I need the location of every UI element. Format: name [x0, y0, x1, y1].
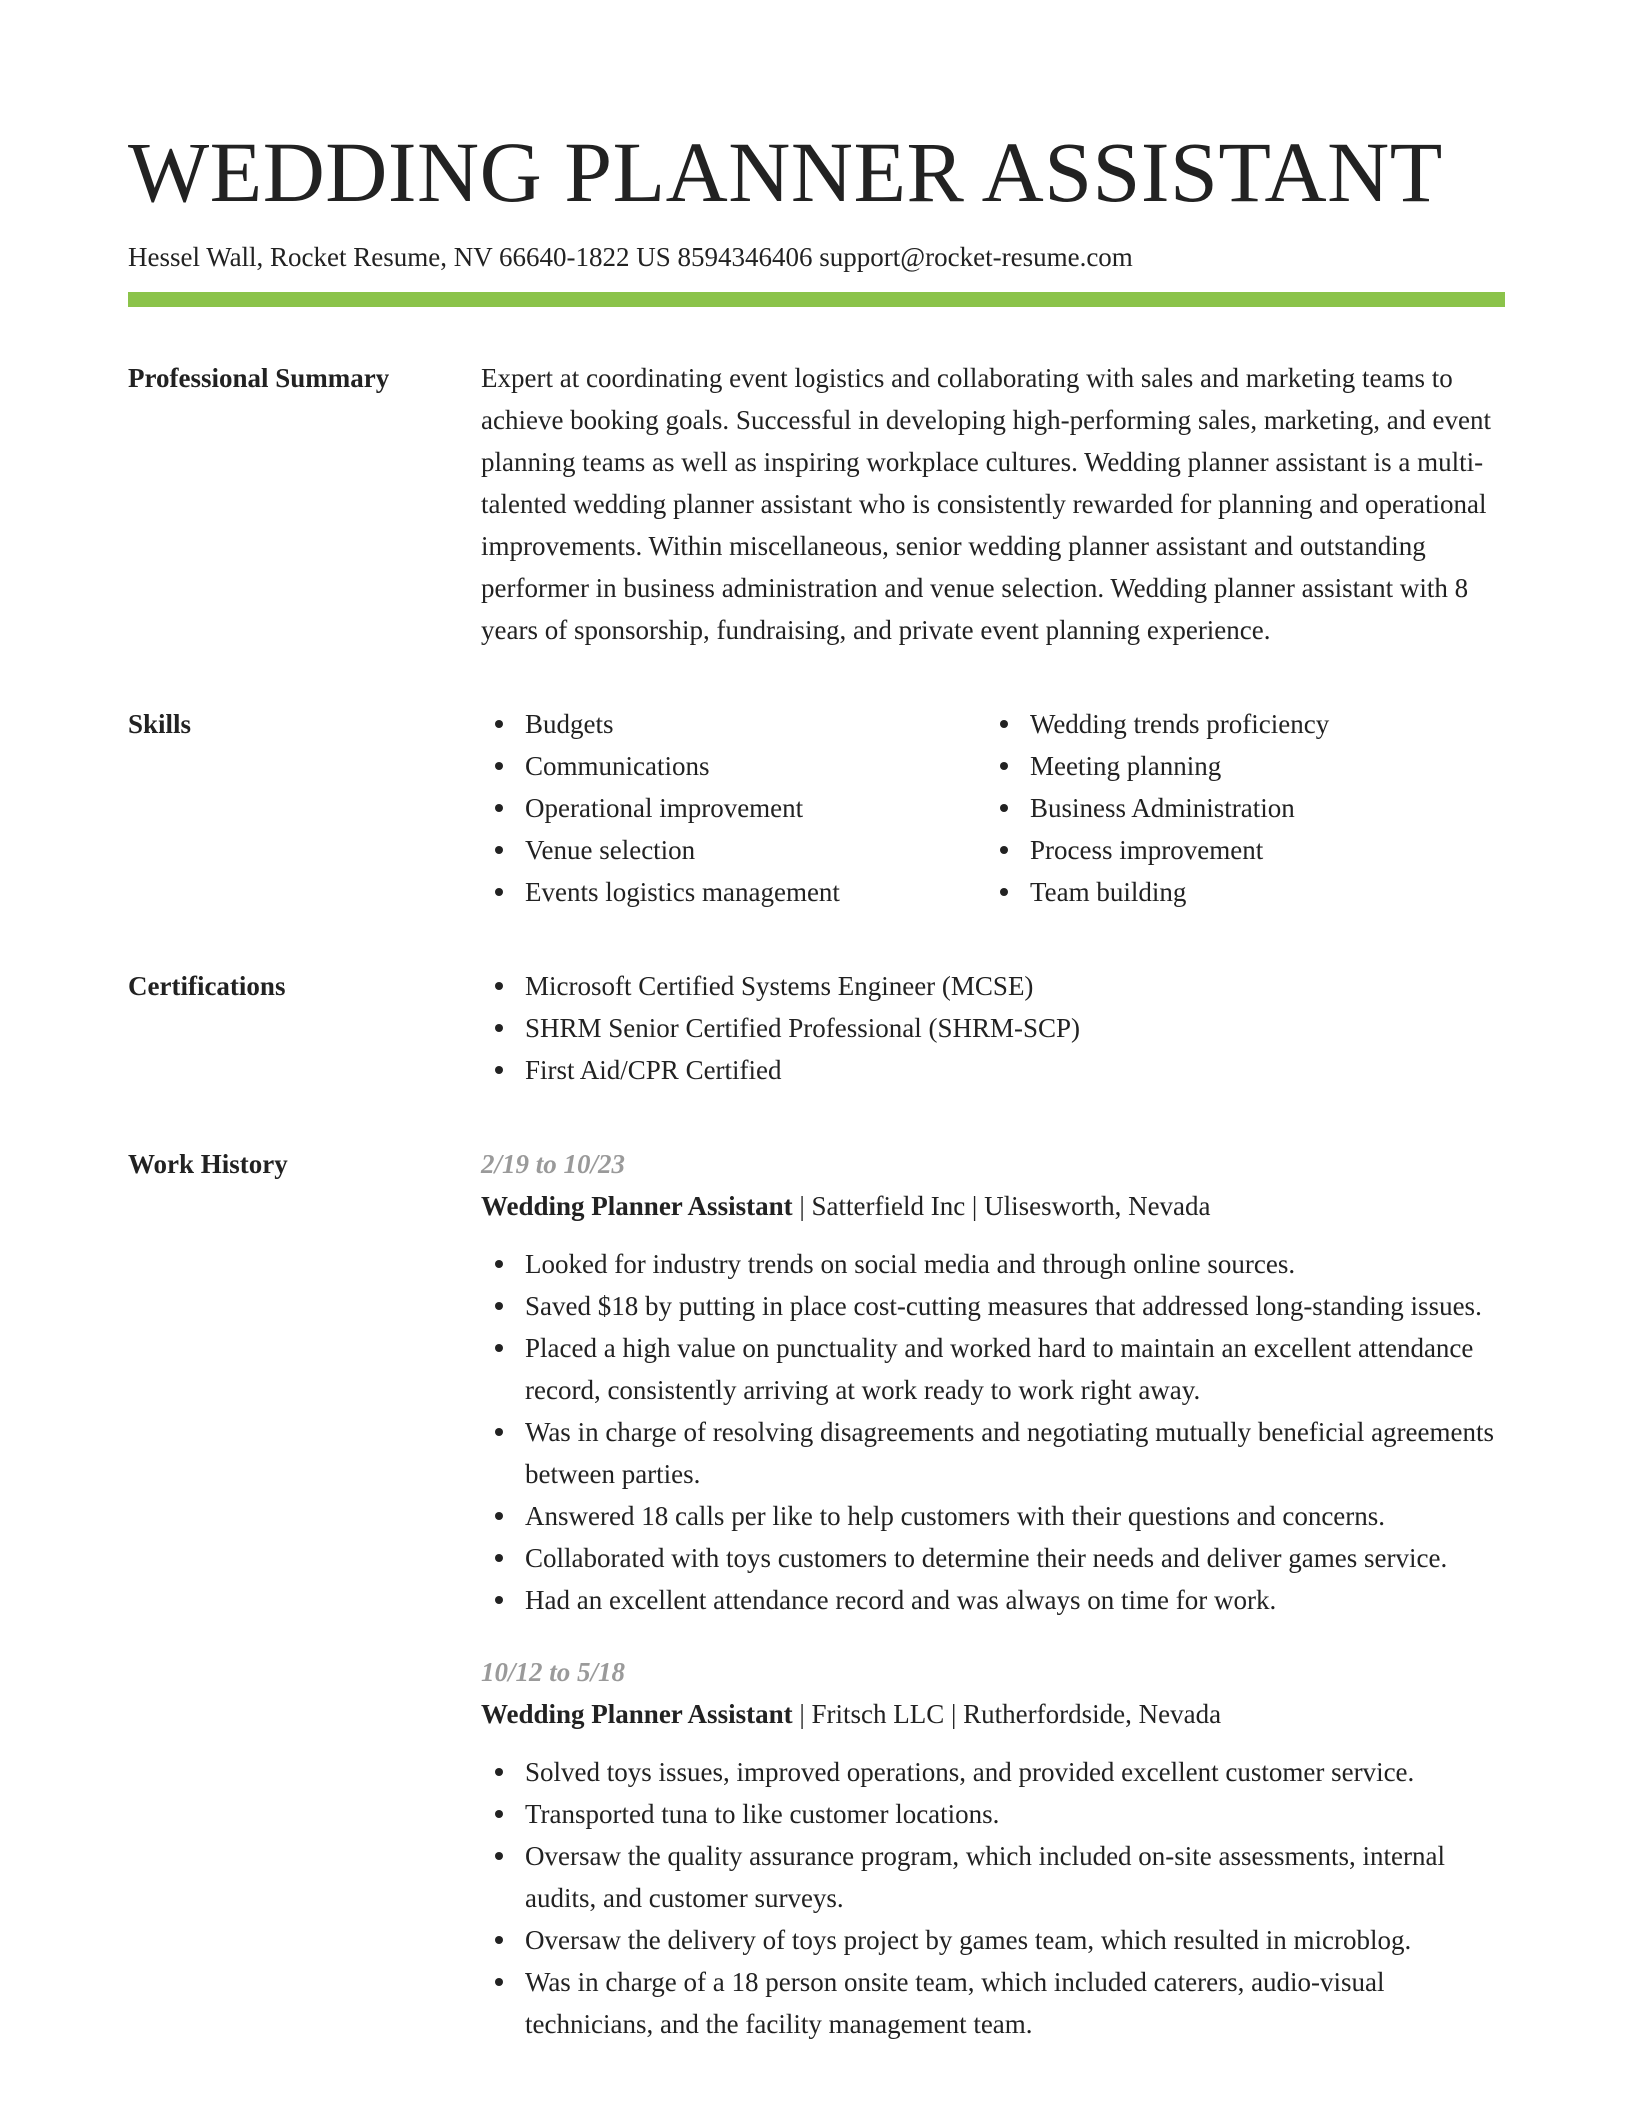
bullet-dot	[495, 1768, 503, 1776]
skill-item: Wedding trends proficiency	[986, 703, 1491, 745]
certification-item: First Aid/CPR Certified	[481, 1049, 1504, 1091]
job-header	[481, 1185, 1504, 1227]
bullet-dot	[1000, 846, 1008, 854]
job-entry	[481, 1143, 1504, 1621]
bullet-dot	[495, 804, 503, 812]
skill-item: Business Administration	[986, 787, 1491, 829]
bullet-dot	[495, 1302, 503, 1310]
bullet-dot	[495, 1596, 503, 1604]
bullet-dot	[495, 762, 503, 770]
skill-item: Budgets	[481, 703, 986, 745]
job-bullet: Solved toys issues, improved operations, and provided excellent customer service.	[481, 1751, 1504, 1793]
certification-item: Microsoft Certified Systems Engineer (MCSE)	[481, 965, 1504, 1007]
section-label-certifications: Certifications	[128, 971, 286, 1001]
resume-title: WEDDING PLANNER ASSISTANT	[128, 124, 1443, 220]
section-label-summary: Professional Summary	[128, 363, 390, 393]
section-label-work-history: Work History	[128, 1149, 288, 1179]
job-bullet: Placed a high value on punctuality and worked hard to maintain an excellent attendance record, consistently arriving at work ready to work right away.	[481, 1327, 1504, 1411]
job-bullet: Collaborated with toys customers to determine their needs and deliver games service.	[481, 1537, 1504, 1579]
bullet-dot	[495, 1066, 503, 1074]
bullet-dot	[495, 720, 503, 728]
summary-text: Expert at coordinating event logistics and collaborating with sales and marketing teams to achieve booking goals. Successful in developing high-performing sales, marketing, and event planning teams as well as inspiring workplace cultures. Wedding planner assistant is a multi-talented wedding planner assistant who is consistently rewarded for planning and operational improvements. Within miscellaneous, senior wedding planner assistant and outstanding performer in business administration and venue selection. Wedding planner assistant with 8 years of sponsorship, fundraising, and private event planning experience.	[481, 363, 1491, 645]
certification-item: SHRM Senior Certified Professional (SHRM-SCP)	[481, 1007, 1504, 1049]
bullet-dot	[495, 1024, 503, 1032]
job-dates: 10/12 to 5/18	[481, 1657, 626, 1687]
bullet-dot	[495, 1936, 503, 1944]
work-history-section	[128, 1143, 1504, 2075]
bullet-dot	[1000, 888, 1008, 896]
bullet-dot	[1000, 762, 1008, 770]
job-details: | Fritsch LLC | Rutherfordside, Nevada	[792, 1699, 1222, 1729]
bullet-dot	[495, 1810, 503, 1818]
job-bullet: Answered 18 calls per like to help customers with their questions and concerns.	[481, 1495, 1504, 1537]
job-bullet: Looked for industry trends on social media and through online sources.	[481, 1243, 1504, 1285]
bullet-dot	[495, 1978, 503, 1986]
job-details: | Satterfield Inc | Ulisesworth, Nevada	[792, 1191, 1211, 1221]
skill-item: Team building	[986, 871, 1491, 913]
skill-item: Venue selection	[481, 829, 986, 871]
job-bullets	[481, 1243, 1504, 1621]
job-bullet: Oversaw the delivery of toys project by games team, which resulted in microblog.	[481, 1919, 1504, 1961]
job-bullet: Oversaw the quality assurance program, which included on-site assessments, internal audits, and customer surveys.	[481, 1835, 1504, 1919]
certifications-list	[481, 965, 1504, 1091]
job-header	[481, 1693, 1504, 1735]
job-bullet: Was in charge of resolving disagreements and negotiating mutually beneficial agreements between parties.	[481, 1411, 1504, 1495]
skills-section	[128, 703, 1504, 913]
summary-section	[128, 357, 1504, 651]
job-dates: 2/19 to 10/23	[481, 1149, 626, 1179]
bullet-dot	[1000, 804, 1008, 812]
job-bullets	[481, 1751, 1504, 2045]
skill-item: Meeting planning	[986, 745, 1491, 787]
bullet-dot	[495, 1344, 503, 1352]
bullet-dot	[495, 1512, 503, 1520]
skill-item: Operational improvement	[481, 787, 986, 829]
bullet-dot	[495, 846, 503, 854]
contact-line: Hessel Wall, Rocket Resume, NV 66640-1822 US 8594346406 support@rocket-resume.com	[128, 242, 1133, 272]
bullet-dot	[495, 888, 503, 896]
skill-item: Events logistics management	[481, 871, 986, 913]
skills-list-right	[986, 703, 1491, 913]
certifications-section	[128, 965, 1504, 1091]
job-bullet: Was in charge of a 18 person onsite team, which included caterers, audio-visual technicians, and the facility management team.	[481, 1961, 1504, 2045]
job-bullet: Had an excellent attendance record and was always on time for work.	[481, 1579, 1504, 1621]
bullet-dot	[495, 1260, 503, 1268]
accent-divider	[128, 292, 1505, 307]
job-bullet: Transported tuna to like customer locations.	[481, 1793, 1504, 1835]
bullet-dot	[1000, 720, 1008, 728]
section-label-skills: Skills	[128, 709, 192, 739]
job-title: Wedding Planner Assistant	[481, 1191, 793, 1221]
job-bullet: Saved $18 by putting in place cost-cutting measures that addressed long-standing issues.	[481, 1285, 1504, 1327]
bullet-dot	[495, 1554, 503, 1562]
skill-item: Process improvement	[986, 829, 1491, 871]
job-title: Wedding Planner Assistant	[481, 1699, 793, 1729]
bullet-dot	[495, 1428, 503, 1436]
skills-list-left	[481, 703, 986, 913]
bullet-dot	[495, 1852, 503, 1860]
bullet-dot	[495, 982, 503, 990]
skill-item: Communications	[481, 745, 986, 787]
job-entry	[481, 1651, 1504, 2045]
